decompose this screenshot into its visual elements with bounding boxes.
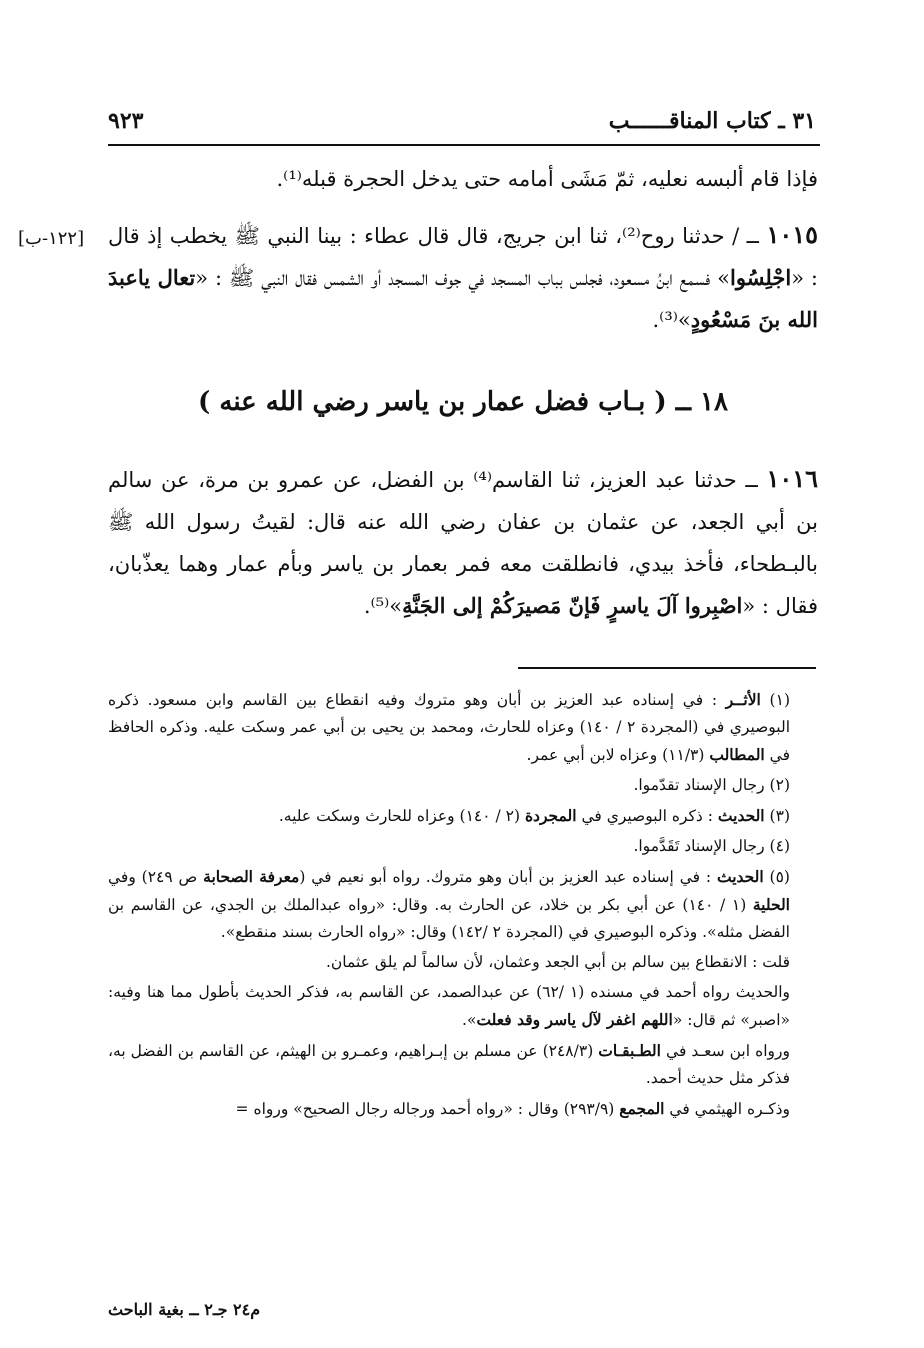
fn-text: ورواه ابن سعـد في — [660, 1042, 790, 1060]
hadith-1016 — [108, 458, 818, 627]
fn-label: الأثــر — [725, 690, 761, 709]
footnote-5 — [108, 863, 818, 946]
footnote-ibnsaad — [108, 1037, 818, 1092]
fn-label: المجردة — [524, 806, 577, 825]
hadith-text: »⁽³⁾. — [652, 308, 691, 332]
hadith-text: ــ / حدثنا روح⁽²⁾، ثنا ابن جريج، قال قال عطاء : بينا النبي ﷺ يخطب إذ قال : « — [108, 224, 818, 290]
running-header — [108, 94, 816, 134]
fn-text: (٢٩٣/٩) وقال : «رواه أحمد ورجاله رجال الصحيح» ورواه = — [235, 1100, 620, 1118]
footnote-haythami — [108, 1095, 818, 1123]
fn-label: المجمع — [619, 1099, 665, 1118]
fn-text: : في إسناده عبد العزيز بن أبان وهو متروك وفيه انقطاع بين القاسم وابن مسعود. ذكره البوصيري في (المجردة ٢ / ١٤٠) وعزاه للحارث، ومحمد بن يحيى بن أبي عمر وسكت عليه. وذكره الحافظ في — [108, 691, 791, 764]
fn-quote: اللهم اغفر لآل ياسر وقد فعلت — [476, 1010, 673, 1029]
hadith-number: ١٠١٥ — [766, 220, 818, 249]
signature-mark: م٢٤ جـ٢ ــ بغية الباحث — [108, 1300, 261, 1319]
fn-label: الحديث — [717, 806, 765, 825]
fn-text: : في إسناده عبد العزيز بن أبان وهو متروك. رواه أبو نعيم في ( — [299, 868, 717, 886]
fn-text: ». — [462, 1011, 477, 1029]
fn-text: (١ / ١٤٠) عن أبي بكر بن خلاد، عن الحارث به. وقال: «رواه عبدالملك بن الجدي، عن القاسم بن الفضل مثله». وذكره البوصيري في (المجردة ٢ /١٤٢) وقال: «رواه الحارث بسند منقطع». — [108, 896, 790, 941]
hadith-text: »⁽⁵⁾. — [363, 594, 403, 618]
fn-label: الطـبقـات — [598, 1041, 661, 1060]
main-text — [108, 158, 818, 341]
footnote-3 — [108, 802, 818, 830]
fn-text: ص ٢٤٩) وفي — [108, 868, 204, 886]
fn-label: الحديث — [716, 867, 764, 886]
main-text-2 — [108, 458, 818, 627]
header-rule — [108, 144, 820, 146]
footnote-separator — [518, 667, 816, 669]
chapter-heading: ١٨ ــ ( بـاب فضل عمار بن ياسر رضي الله عنه ) — [198, 387, 728, 417]
hadith-quote: اجْلِسُوا — [730, 265, 792, 290]
hadith-text: ــ حدثنا عبد العزيز، ثنا القاسم⁽⁴⁾ بن الفضل، عن عمرو بن مرة، عن سالم بن أبي الجعد، عن عثمان بن عفان رضي الله عنه قال: لقيتُ رسول الله ﷺ بالبـطحاء، فأخذ بيدي، فانطلقت معه فمر بعمار بن ياسر وبأم عمار وهما يعذّبان، فقال : « — [108, 468, 818, 618]
hadith-number: ١٠١٦ — [766, 464, 818, 493]
footnote-qult: قلت : الانقطاع بين سالم بن أبي الجعد وعثمان، لأن سالماً لم يلق عثمان. — [325, 953, 790, 971]
fn-text: (٣) — [764, 807, 790, 825]
fn-label: الحلية — [752, 895, 790, 914]
fn-text: وذكـره الهيثمي في — [664, 1100, 790, 1118]
fn-text: (١) — [760, 691, 790, 709]
fn-text: : ذكره البوصيري في — [576, 807, 718, 825]
hadith-quote: تعال ياعبدَ الله بنَ مَسْعُودٍ — [108, 265, 818, 332]
hadith-1015 — [108, 214, 818, 341]
footnote-4: (٤) رجال الإسناد تَقَدَّموا. — [633, 837, 790, 855]
footnote-1 — [108, 686, 818, 769]
chapter-title: ٣١ ـ كتاب المناقــــــب — [608, 108, 816, 134]
footnotes — [108, 686, 818, 1126]
fn-text: (٢ / ١٤٠) وعزاه للحارث وسكت عليه. — [278, 807, 525, 825]
fn-label: معرفة الصحابة — [203, 867, 300, 886]
hadith-quote: اصْبِروا آلَ ياسرٍ فَإنّ مَصيرَكُمْ إلى الجَنَّةِ — [402, 593, 743, 618]
footnote-ahmad — [108, 979, 818, 1034]
fn-text: (٢٤٨/٣) عن مسلم بن إبـراهيم، وعمـرو بن الهيثم، عن القاسم بن الفضل به، فذكر مثل حديث أحمد. — [108, 1042, 790, 1087]
fn-text: (١١/٣) وعزاه لابن أبي عمر. — [526, 746, 710, 764]
fn-text: (٥) — [763, 868, 790, 886]
fn-label: المطالب — [709, 745, 765, 764]
footnote-2: (٢) رجال الإسناد تقدّموا. — [633, 776, 790, 794]
hadith-text: » فسمع ابنُ مسعود، فجلس بباب المسجد في جوف المسجد أو الشمس فقال النبي ﷺ : « — [195, 266, 731, 290]
continuation-line: فإذا قام ألبسه نعليه، ثمّ مَشَى أمامه حتى يدخل الحجرة قبله⁽¹⁾. — [276, 167, 818, 191]
fn-text: والحديث رواه أحمد في مسنده (١ /٦٢) عن عبدالصمد، عن القاسم به، فذكر الحديث بأطول مما هنا وفيه: «اصبر» ثم قال: « — [108, 983, 790, 1029]
manuscript-folio-note: [١٢٢-ب] — [18, 228, 85, 249]
page-number: ٩٢٣ — [108, 108, 144, 134]
